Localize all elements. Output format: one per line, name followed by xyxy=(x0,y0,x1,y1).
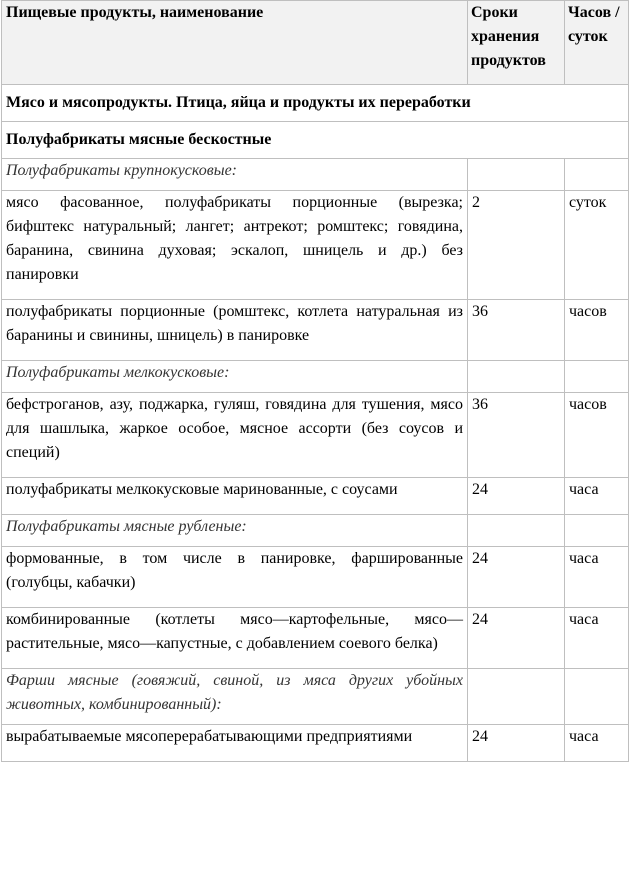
header-unit-cell: Часов /суток xyxy=(565,1,629,85)
empty-cell xyxy=(565,515,629,547)
empty-cell xyxy=(468,159,565,191)
table-header-row xyxy=(2,1,629,85)
product-name: комбинированные (котлеты мясо—картофельные, мясо—растительные, мясо—капустные, с добавлением соевого белка) xyxy=(2,608,468,669)
header-term-cell: Сроки хранения продуктов xyxy=(468,1,565,85)
subhead-label: Фарши мясные (говяжий, свиной, из мяса других убойных животных, комбинированный): xyxy=(2,669,468,725)
table-row xyxy=(2,300,629,361)
table-row xyxy=(2,478,629,515)
header-name-cell: Пищевые продукты, наименование xyxy=(2,1,468,85)
empty-cell xyxy=(468,515,565,547)
product-name: формованные, в том числе в панировке, фаршированные (голубцы, кабачки) xyxy=(2,547,468,608)
storage-unit: часа xyxy=(565,547,629,608)
subhead-row xyxy=(2,515,629,547)
storage-terms-table xyxy=(1,0,629,762)
empty-cell xyxy=(565,361,629,393)
empty-cell xyxy=(565,159,629,191)
storage-term: 36 xyxy=(468,300,565,361)
storage-term: 24 xyxy=(468,608,565,669)
storage-unit: часа xyxy=(565,478,629,515)
table-row xyxy=(2,608,629,669)
empty-cell xyxy=(468,669,565,725)
section-title: Мясо и мясопродукты. Птица, яйца и продукты их переработки xyxy=(2,85,629,122)
storage-term: 24 xyxy=(468,547,565,608)
empty-cell xyxy=(565,669,629,725)
storage-term: 24 xyxy=(468,478,565,515)
storage-unit: часа xyxy=(565,608,629,669)
subhead-label: Полуфабрикаты мясные рубленые: xyxy=(2,515,468,547)
table-row xyxy=(2,725,629,762)
storage-unit: часов xyxy=(565,300,629,361)
storage-unit: часов xyxy=(565,393,629,478)
product-name: мясо фасованное, полуфабрикаты порционные (вырезка; бифштекс натуральный; лангет; антрекот; ромштекс; говядина, баранина, свинина духовая; эскалоп, шницель и др.) без панировки xyxy=(2,191,468,300)
product-name: бефстроганов, азу, поджарка, гуляш, говядина для тушения, мясо для шашлыка, жаркое особое, мясное ассорти (без соусов и специй) xyxy=(2,393,468,478)
subhead-row xyxy=(2,159,629,191)
storage-term: 2 xyxy=(468,191,565,300)
product-name: полуфабрикаты мелкокусковые маринованные, с соусами xyxy=(2,478,468,515)
storage-term: 36 xyxy=(468,393,565,478)
subhead-label: Полуфабрикаты мелкокусковые: xyxy=(2,361,468,393)
section-row-meat xyxy=(2,85,629,122)
empty-cell xyxy=(468,361,565,393)
subhead-row xyxy=(2,669,629,725)
product-name: полуфабрикаты порционные (ромштекс, котлета натуральная из баранины и свинины, шницель) в панировке xyxy=(2,300,468,361)
storage-unit: суток xyxy=(565,191,629,300)
section-row-boneless xyxy=(2,122,629,159)
subhead-label: Полуфабрикаты крупнокусковые: xyxy=(2,159,468,191)
subhead-row xyxy=(2,361,629,393)
storage-term: 24 xyxy=(468,725,565,762)
table-row xyxy=(2,191,629,300)
storage-unit: часа xyxy=(565,725,629,762)
table-row xyxy=(2,393,629,478)
table-row xyxy=(2,547,629,608)
product-name: вырабатываемые мясоперерабатывающими предприятиями xyxy=(2,725,468,762)
section-title: Полуфабрикаты мясные бескостные xyxy=(2,122,629,159)
